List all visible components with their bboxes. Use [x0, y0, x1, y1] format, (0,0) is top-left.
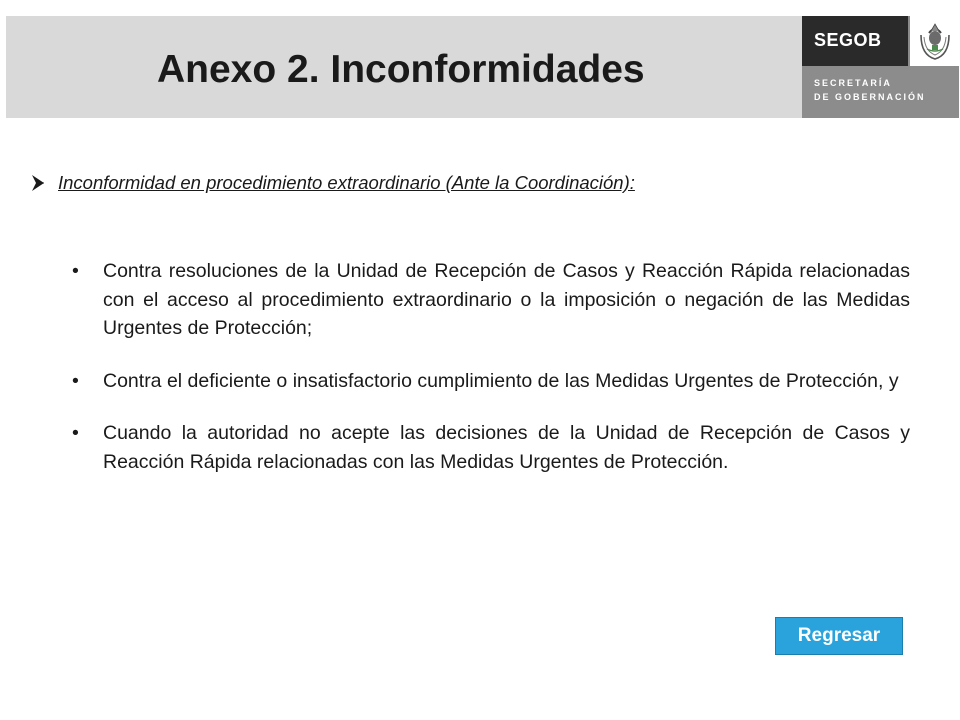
list-item-text: Contra el deficiente o insatisfactorio cumplimiento de las Medidas Urgentes de Protección, y	[103, 369, 899, 392]
list-item	[72, 257, 910, 343]
segob-logo	[802, 16, 959, 118]
section-subheading	[30, 172, 635, 194]
bullet-icon: •	[72, 369, 79, 392]
bullet-list	[72, 257, 910, 500]
bullet-icon: •	[72, 260, 79, 282]
logo-line-secretaria: SECRETARÍA	[814, 78, 892, 88]
return-button[interactable]: Regresar	[775, 617, 903, 655]
logo-name: SEGOB	[814, 30, 882, 50]
logo-line-gobernacion: DE GOBERNACIÓN	[814, 92, 926, 102]
list-item	[72, 419, 910, 476]
seal-panel	[910, 16, 959, 66]
bullet-icon: •	[72, 422, 79, 444]
arrow-bullet-icon	[30, 173, 52, 193]
subheading-text: Inconformidad en procedimiento extraordinario (Ante la Coordinación):	[58, 172, 635, 193]
list-item-text: Contra resoluciones de la Unidad de Recepción de Casos y Reacción Rápida relacionadas con el acceso al procedimiento extraordinario o la imposición o negación de las Medidas Urgentes de Protección;	[103, 260, 910, 339]
mexico-coat-of-arms-icon	[917, 21, 953, 61]
logo-name-panel	[802, 16, 908, 66]
list-item-text: Cuando la autoridad no acepte las decisiones de la Unidad de Recepción de Casos y Reacción Rápida relacionadas con las Medidas Urgentes de Protección.	[103, 422, 910, 473]
list-item	[72, 367, 910, 396]
page-title: Anexo 2. Inconformidades	[157, 48, 645, 91]
